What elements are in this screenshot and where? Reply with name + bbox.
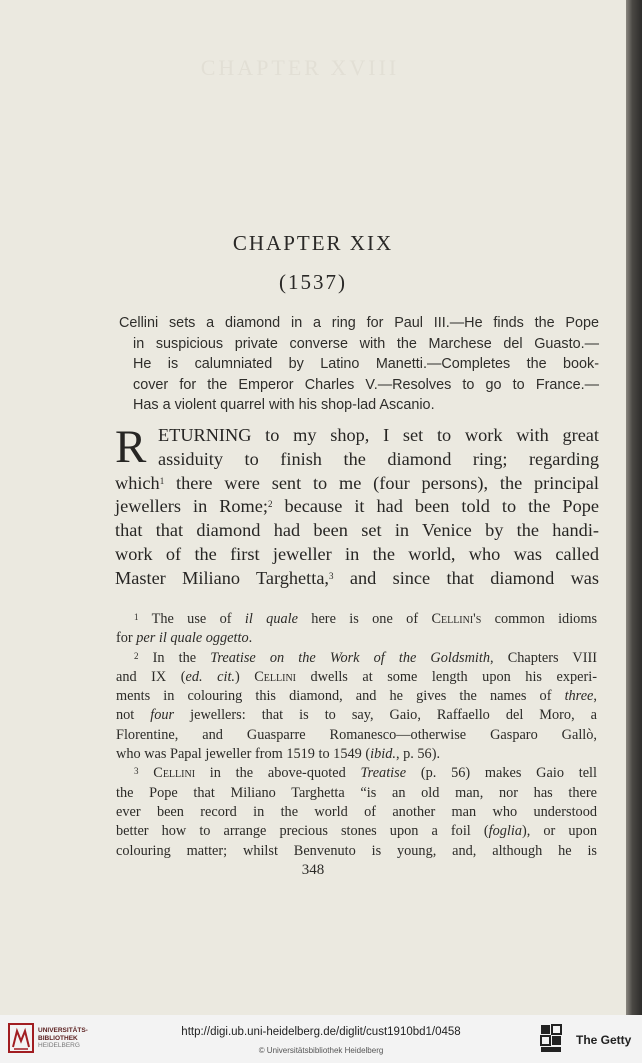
footnote-3-line	[116, 764, 597, 783]
body-line: work of the first jeweller in the world, who was called	[115, 543, 599, 564]
footnote-2-line	[116, 687, 597, 706]
italic-span: ibid.	[370, 746, 396, 763]
text-span: , Chapters VIII	[490, 649, 597, 666]
footnote-3-line: colouring matter; whilst Benvenuto is young, and, although he is	[116, 842, 597, 859]
chapter-summary	[119, 313, 599, 416]
body-line: that that diamond had been set in Venice by the handi-	[115, 520, 599, 541]
footnote-2-line	[116, 706, 597, 725]
text-span: )	[234, 668, 255, 685]
footnote-mark: 2	[134, 650, 139, 661]
body-text-span: which	[115, 472, 160, 493]
footnote-3-line	[116, 822, 597, 841]
summary-line: He is calumniated by Latino Manetti.—Completes the book-	[133, 356, 599, 372]
page-number: 348	[301, 862, 325, 878]
text-span: who was Papal jeweller from 1519 to 1549 (	[116, 746, 371, 763]
body-text	[115, 421, 599, 591]
text-span: , p. 56).	[395, 746, 441, 763]
logo-line: UNIVERSITÄTS-	[38, 1027, 88, 1034]
getty-logo-icon[interactable]	[540, 1024, 568, 1054]
footnote-mark: 3	[134, 766, 139, 777]
footnote-ref-2: 2	[267, 499, 273, 510]
summary-line: cover for the Emperor Charles V.—Resolves to go to France.—	[133, 376, 599, 393]
text-span: In the	[138, 649, 211, 666]
chapter-year: (1537)	[279, 270, 347, 294]
bleed-through-text: CHAPTER XVIII	[200, 55, 400, 80]
smallcaps-span: Cellini's	[431, 611, 482, 627]
footnote-2-line: Florentine, and Guasparre Romanesco—otherwise Gasparo Gallò,	[116, 726, 597, 743]
footnote-2-line	[116, 745, 597, 764]
body-line	[115, 567, 599, 591]
summary-line: Has a violent quarrel with his shop-lad Ascanio.	[133, 397, 435, 413]
smallcaps-span: Cellini	[254, 668, 297, 685]
footnote-2-line	[116, 668, 597, 687]
text-span: ,	[593, 688, 597, 705]
footnote-1-line	[116, 629, 597, 648]
text-span: in the above-quoted	[195, 765, 361, 782]
smallcaps-span: Cellini	[153, 765, 196, 782]
summary-line: Cellini sets a diamond in a ring for Paul III.—He finds the Pope	[119, 315, 599, 331]
footnote-ref-3: 3	[329, 570, 334, 581]
text-span: common idioms	[481, 611, 598, 627]
footnotes	[116, 610, 597, 861]
text-span: The use of	[138, 611, 245, 627]
body-line: assiduity to finish the diamond ring; regarding	[158, 448, 599, 469]
body-text-span: because it had been told to the Pope	[272, 496, 599, 517]
italic-span: Treatise	[360, 765, 407, 782]
footnote-3-line: the Pope that Miliano Targhetta “is an old man, nor has there	[116, 784, 597, 801]
body-line	[115, 495, 599, 519]
body-line: ETURNING to my shop, I set to work with great	[158, 425, 599, 445]
italic-span: il quale	[244, 611, 298, 627]
italic-span: Treatise on the Work of the Goldsmith	[210, 649, 491, 666]
italic-span: three	[564, 688, 594, 705]
text-span: and IX (	[116, 668, 186, 685]
permalink-url[interactable]: http://digi.ub.uni-heidelberg.de/diglit/cust1910bd1/0458	[181, 1026, 461, 1038]
footnote-1-line	[116, 610, 597, 629]
text-span: not	[116, 707, 151, 724]
body-text-span: Master Miliano Targhetta,	[115, 567, 330, 588]
logo-line: BIBLIOTHEK	[38, 1034, 78, 1042]
text-span: better how to arrange precious stones upon a foil (	[116, 823, 489, 840]
copyright-text: © Universitätsbibliothek Heidelberg	[258, 1046, 384, 1055]
summary-line: in suspicious private converse with the Marchese del Guasto.—	[133, 335, 599, 352]
page-edge-shadow	[626, 0, 642, 1015]
text-span: for	[116, 630, 137, 647]
logo-line: HEIDELBERG	[38, 1042, 80, 1049]
footnote-ref-1: 1	[159, 475, 165, 486]
body-text-span: and since that diamond was	[333, 567, 599, 588]
body-text-span: there were sent to me (four persons), the principal	[164, 472, 599, 493]
italic-span: ed. cit.	[185, 668, 235, 685]
text-span: ), or upon	[521, 823, 597, 840]
text-span	[139, 765, 154, 781]
body-line	[115, 472, 599, 496]
drop-cap: R	[115, 421, 147, 473]
footnote-3-line: ever been record in the world of another man who understood	[116, 803, 597, 820]
body-text-span: jewellers in Rome;	[115, 496, 268, 517]
viewer-footer	[0, 1015, 642, 1063]
footnote-mark: 1	[134, 612, 139, 622]
text-span: ments in colouring this diamond, and he gives the names of	[116, 688, 565, 705]
chapter-title: CHAPTER XIX	[232, 231, 394, 255]
text-span: (p. 56) makes Gaio tell	[406, 765, 597, 782]
text-span: .	[248, 630, 253, 647]
text-span: jewellers: that is to say, Gaio, Raffaello del Moro, a	[174, 707, 597, 724]
getty-logo-text[interactable]: The Getty	[576, 1033, 632, 1047]
footnote-2-line	[116, 649, 597, 668]
text-span: here is one of	[297, 611, 432, 627]
italic-span: foglia	[488, 823, 522, 840]
text-span: dwells at some length upon his experi-	[296, 668, 597, 685]
italic-span: four	[150, 707, 175, 724]
italic-span: per il quale oggetto	[136, 630, 249, 647]
